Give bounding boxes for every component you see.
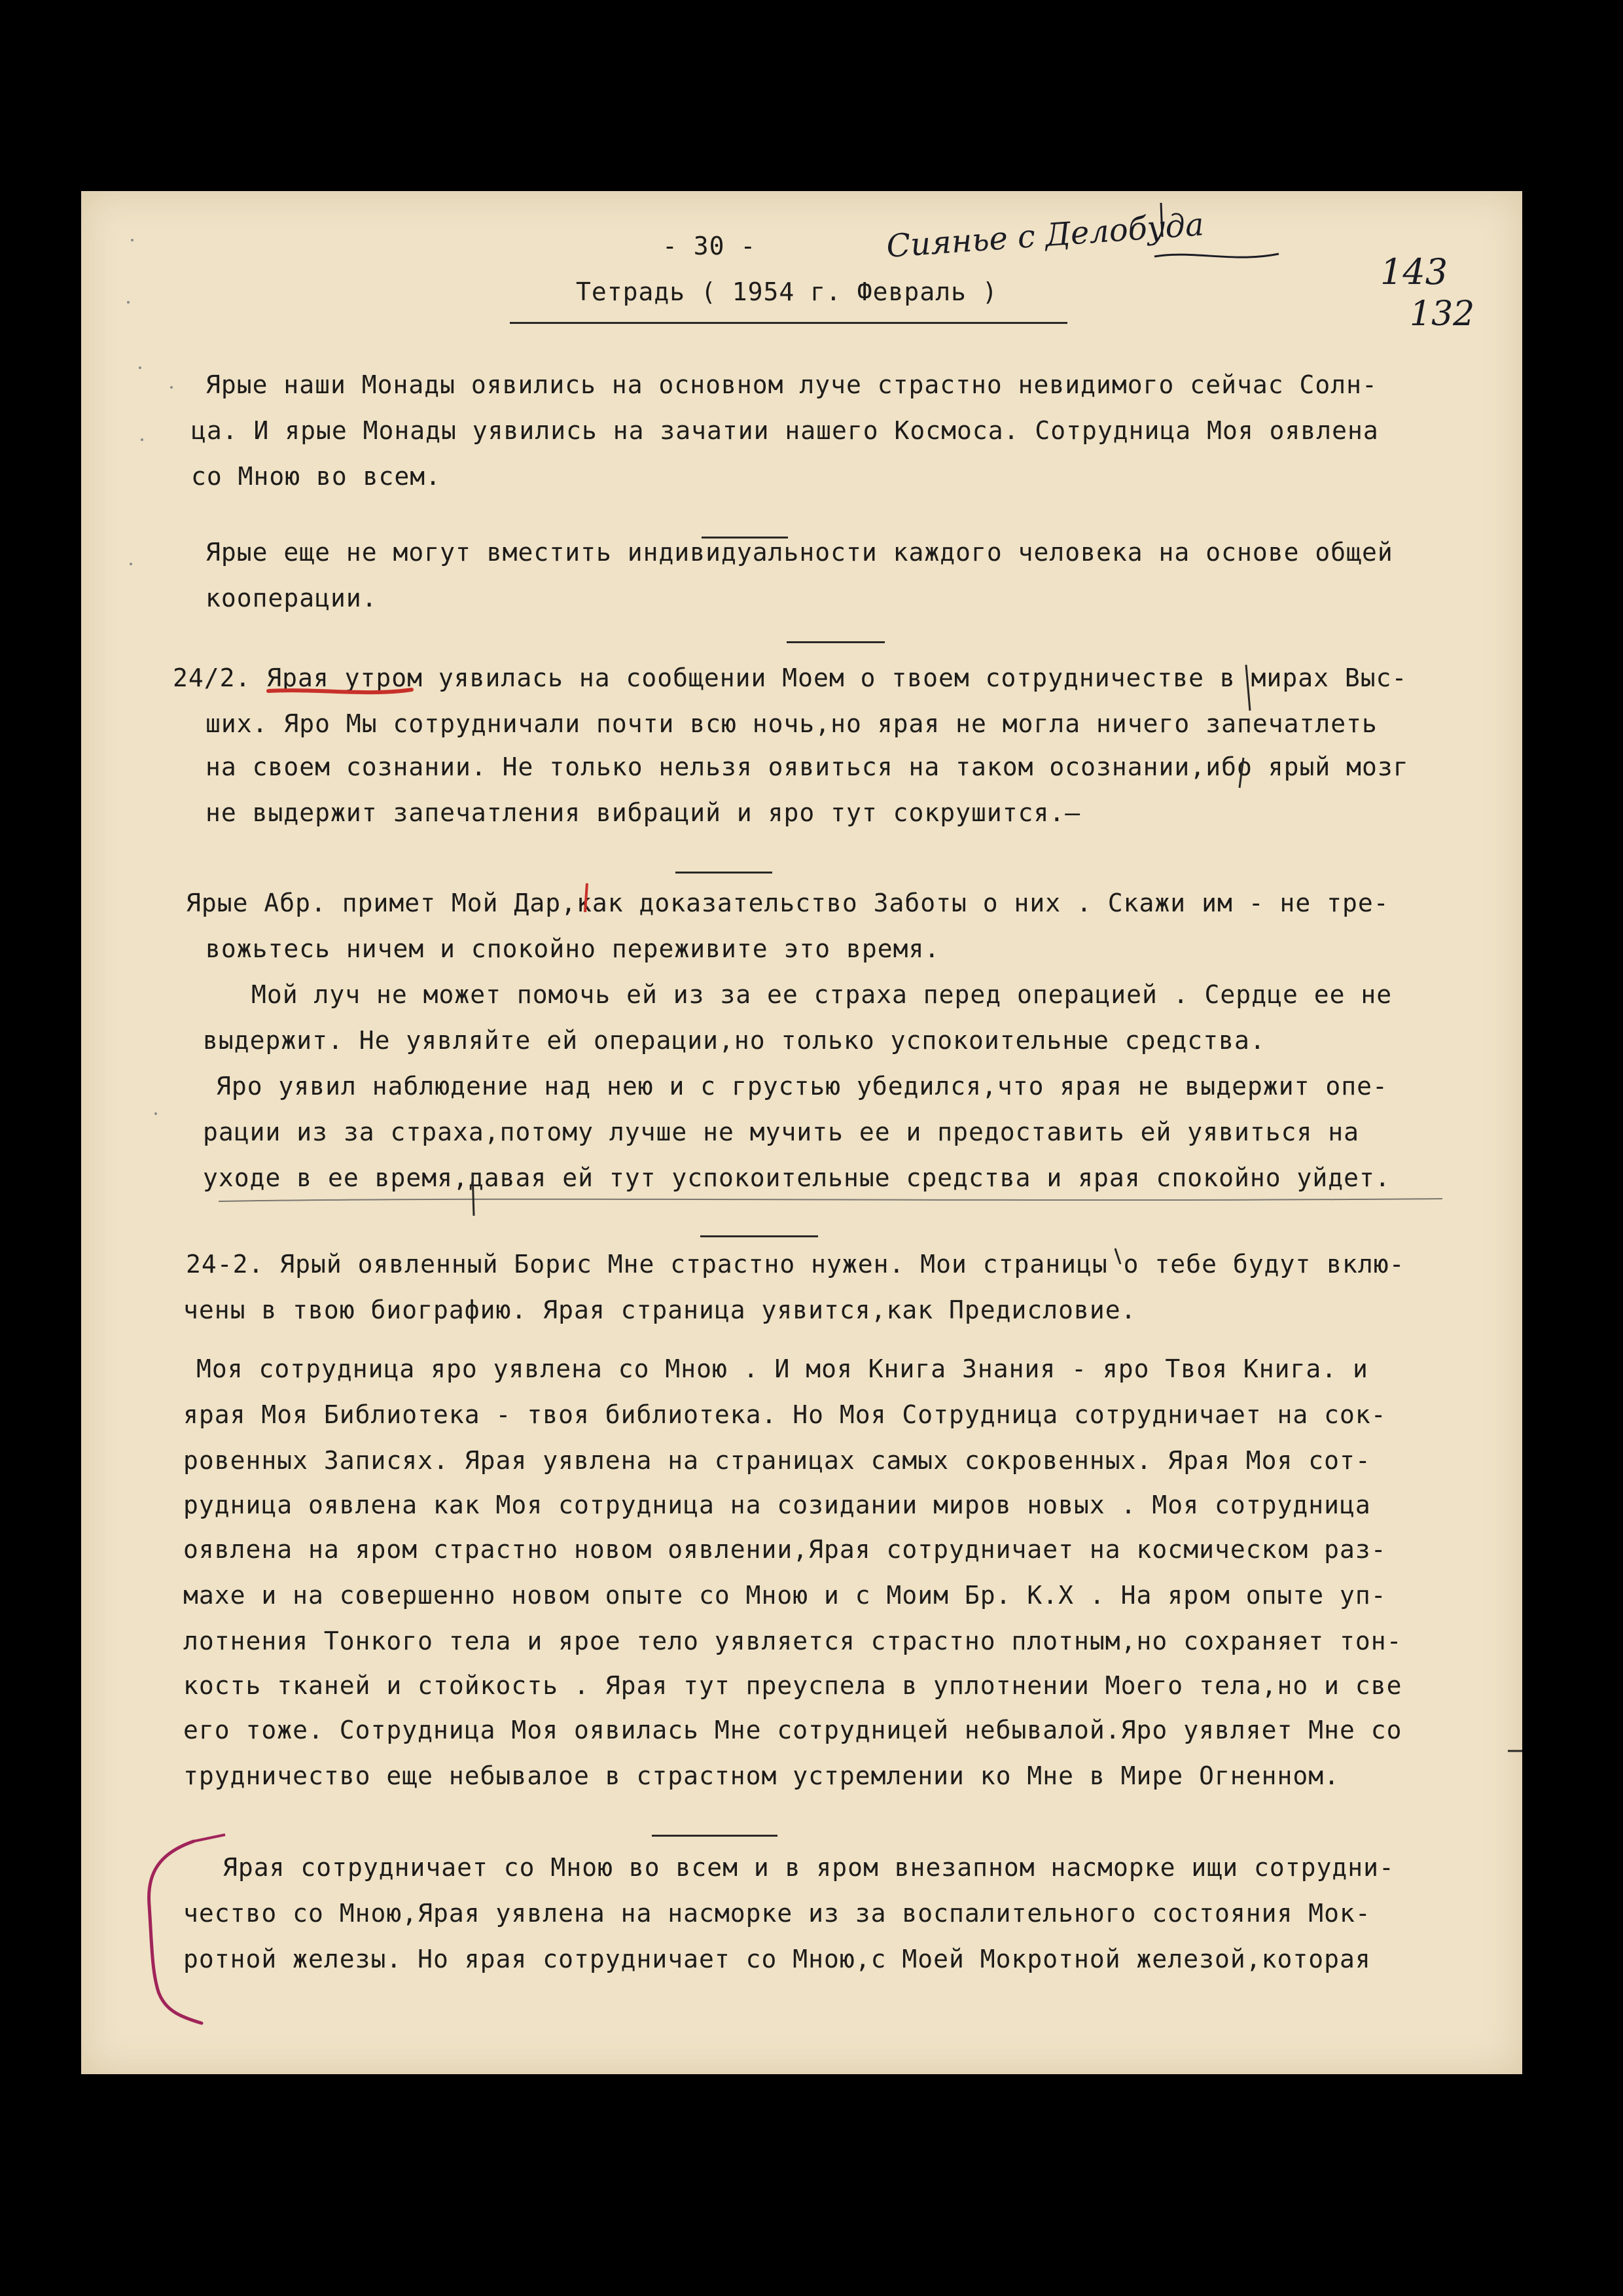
text-line: Моя сотрудница яро уявлена со Мною . И моя Книга Знания - яро Твоя Книга. и (196, 1354, 1368, 1383)
text-line: не выдержит запечатления вибраций и яро тут сокрушится.— (205, 798, 1081, 827)
text-line: оявлена на яром страстно новом оявлении,Ярая сотрудничает на космическом раз- (183, 1535, 1387, 1564)
text-line: ярая Моя Библиотека - твоя библиотека. Но Моя Сотрудница сотрудничает на сок- (183, 1400, 1387, 1429)
text-line: чество со Мною,Ярая уявлена на насморке из за воспалительного состояния Мок- (183, 1899, 1371, 1928)
text-line: ших. Яро Мы сотрудничали почти всю ночь,но ярая не могла ничего запечатлеть (205, 709, 1378, 738)
text-line: ротной железы. Но ярая сотрудничает со Мною,с Моей Мокротной железой,которая (183, 1945, 1371, 1973)
text-line: махе и на совершенно новом опыте со Мною и с Моим Бр. К.Х . На яром опыте уп- (183, 1581, 1387, 1610)
text-line: на своем сознании. Не только нельзя оявиться на таком осознании,ибо ярый мозг (205, 752, 1409, 781)
text-line: выдержит. Не уявляйте ей операции,но только успокоительные средства. (203, 1026, 1266, 1055)
text-line: Мой луч не может помочь ей из за ее страха перед операцией . Сердце ее не (251, 980, 1393, 1009)
text-line: ца. И ярые Монады уявились на зачатии нашего Космоса. Сотрудница Моя оявлена (191, 416, 1379, 445)
document-page (81, 191, 1522, 2074)
page-title: Тетрадь ( 1954 г. Февраль ) (576, 277, 998, 306)
handwritten-archive-number: 143 (1380, 251, 1448, 292)
text-line: рации из за страха,потому лучше не мучить ее и предоставить ей уявиться на (203, 1118, 1359, 1146)
text-line: чены в твою биографию. Ярая страница уявится,как Предисловие. (183, 1296, 1137, 1324)
text-line: кооперации. (205, 584, 378, 612)
handwritten-page-number: 132 (1410, 294, 1475, 334)
section-divider (787, 641, 885, 643)
section-divider (675, 872, 772, 874)
title-underline (510, 322, 1067, 324)
section-divider (652, 1835, 777, 1837)
magenta-bracket-tip (194, 1835, 225, 1841)
text-line: ровенных Записях. Ярая уявлена на страницах самых сокровенных. Ярая Моя сот- (183, 1446, 1371, 1475)
text-line: со Мною во всем. (191, 462, 442, 491)
text-line: кость тканей и стойкость . Ярая тут преуспела в уплотнении Моего тела,но и све (183, 1671, 1402, 1700)
text-line: Ярые наши Монады оявились на основном луче страстно невидимого сейчас Солн- (205, 370, 1378, 399)
section-divider (700, 1235, 818, 1237)
text-line: лотнения Тонкого тела и ярое тело уявляется страстно плотным,но сохраняет тон- (183, 1627, 1402, 1655)
text-line: Ярые еще не могут вместить индивидуальности каждого человека на основе общей (205, 538, 1393, 567)
handwritten-note: Сиянье с Делобуда (885, 206, 1205, 265)
text-line: уходе в ее время,давая ей тут успокоительные средства и ярая спокойно уйдет. (203, 1163, 1391, 1192)
text-line: Яро уявил наблюдение над нею и с грустью убедился,что ярая не выдержит опе- (216, 1072, 1388, 1101)
text-line: вожьтесь ничем и спокойно переживите это время. (205, 934, 940, 963)
text-line: его тоже. Сотрудница Моя оявилась Мне сотрудницей небывалой.Яро уявляет Мне со (183, 1716, 1402, 1744)
pencil-underline-mark (219, 1199, 1442, 1201)
text-line: 24/2. Ярая утром уявилась на сообщении Моем о твоем сотрудничестве в мирах Выс- (173, 663, 1408, 692)
text-line: рудница оявлена как Моя сотрудница на созидании миров новых . Моя сотрудница (183, 1491, 1371, 1519)
page-number: - 30 - (662, 232, 757, 260)
magenta-bracket-mark (149, 1841, 202, 2023)
text-line: трудничество еще небывалое в страстном устремлении ко Мне в Мире Огненном. (183, 1761, 1340, 1790)
text-line: Ярые Абр. примет Мой Дар,как доказательство Заботы о них . Скажи им - не тре- (186, 889, 1389, 917)
text-line: 24-2. Ярый оявленный Борис Мне страстно нужен. Мои страницы о тебе будут вклю- (186, 1250, 1405, 1279)
handwritten-flourish (1154, 254, 1279, 257)
text-line: Ярая сотрудничает со Мною во всем и в яром внезапном насморке ищи сотрудни- (223, 1853, 1395, 1882)
